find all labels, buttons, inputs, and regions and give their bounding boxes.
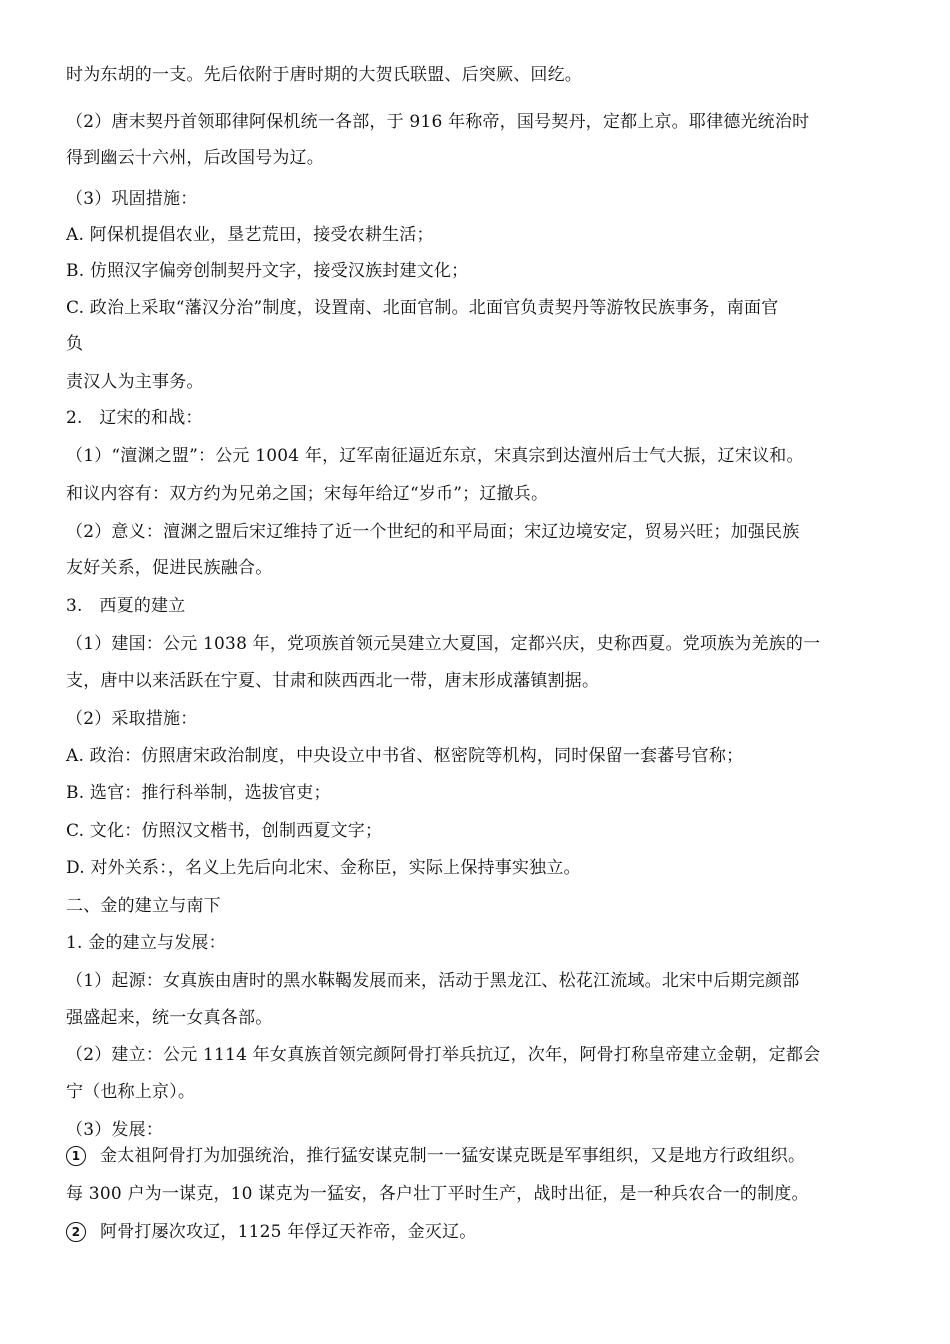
section-heading: 二、金的建立与南下: [66, 896, 221, 916]
text-line: 宁（也称上京）。: [66, 1082, 196, 1102]
text-line: 责汉人为主事务。: [66, 372, 204, 392]
text-line: A. 阿保机提倡农业，垦艺荒田，接受农耕生活；: [66, 225, 434, 245]
text-line: （3）巩固措施：: [66, 189, 198, 209]
text-line: 时为东胡的一支。先后依附于唐时期的大贺氏联盟、后突厥、回纥。: [66, 65, 582, 85]
text-line: （2）唐末契丹首领耶律阿保机统一各部，于 916 年称帝，国号契丹，定都上京。耶律德光统治时: [66, 112, 810, 132]
text-line: （2）建立：公元 1114 年女真族首领完颜阿骨打举兵抗辽，次年，阿骨打称皇帝建立金朝，定都会: [66, 1045, 821, 1065]
text-line: 得到幽云十六州，后改国号为辽。: [66, 148, 324, 168]
text-line: （1）“澶渊之盟”：公元 1004 年，辽军南征逼近东京，宋真宗到达澶州后士气大振，辽宋议和。: [66, 446, 804, 466]
text-line: 友好关系，促进民族融合。: [66, 558, 273, 578]
text-line: （2）采取措施：: [66, 709, 198, 729]
text-line: C. 政治上采取“藩汉分治”制度，设置南、北面官制。北面官负责契丹等游牧民族事务，南面官: [66, 298, 779, 318]
numbered-item: [66, 1144, 805, 1168]
section-heading: 3. 西夏的建立: [66, 596, 186, 616]
text-line: （1）起源：女真族由唐时的黑水靺鞨发展而来，活动于黑龙江、松花江流域。北宋中后期完颜部: [66, 971, 800, 991]
numbered-item-text: 阿骨打屡次攻辽，1125 年俘辽天祚帝，金灭辽。: [100, 1222, 477, 1242]
text-line: 负: [66, 334, 84, 354]
text-line: B. 选官：推行科举制，选拔官吏；: [66, 783, 331, 803]
circled-number-1: 1: [66, 1146, 86, 1166]
text-line: （1）建国：公元 1038 年，党项族首领元昊建立大夏国，定都兴庆，史称西夏。党项族为羌族的一: [66, 634, 821, 654]
text-line: A. 政治：仿照唐宋政治制度，中央设立中书省、枢密院等机构，同时保留一套蕃号官称；: [66, 746, 744, 766]
numbered-item-text: 金太祖阿骨打为加强统治，推行猛安谋克制一一猛安谋克既是军事组织，又是地方行政组织。: [100, 1146, 806, 1166]
text-line: （3）发展：: [66, 1120, 164, 1140]
section-heading: 2. 辽宋的和战：: [66, 408, 203, 428]
text-line: （2）意义：澶渊之盟后宋辽维持了近一个世纪的和平局面；宋辽边境安定，贸易兴旺；加强民族: [66, 522, 800, 542]
circled-number-2: 2: [66, 1222, 86, 1242]
numbered-item-continuation: 每 300 户为一谋克，10 谋克为一猛安，各户壮丁平时生产，战时出征，是一种兵农合一的制度。: [66, 1184, 809, 1204]
text-line: B. 仿照汉字偏旁创制契丹文字，接受汉族封建文化；: [66, 261, 469, 281]
text-line: 支，唐中以来活跃在宁夏、甘肃和陕西西北一带，唐末形成藩镇割据。: [66, 671, 600, 691]
text-line: 和议内容有：双方约为兄弟之国；宋每年给辽“岁币”；辽撤兵。: [66, 484, 549, 504]
text-line: D. 对外关系：，名义上先后向北宋、金称臣，实际上保持事实独立。: [66, 858, 581, 878]
text-line: [66, 1182, 809, 1206]
numbered-item: [66, 1220, 476, 1244]
section-heading: 1. 金的建立与发展：: [66, 933, 226, 953]
text-line: C. 文化：仿照汉文楷书，创制西夏文字；: [66, 821, 383, 841]
text-line: 强盛起来，统一女真各部。: [66, 1008, 273, 1028]
